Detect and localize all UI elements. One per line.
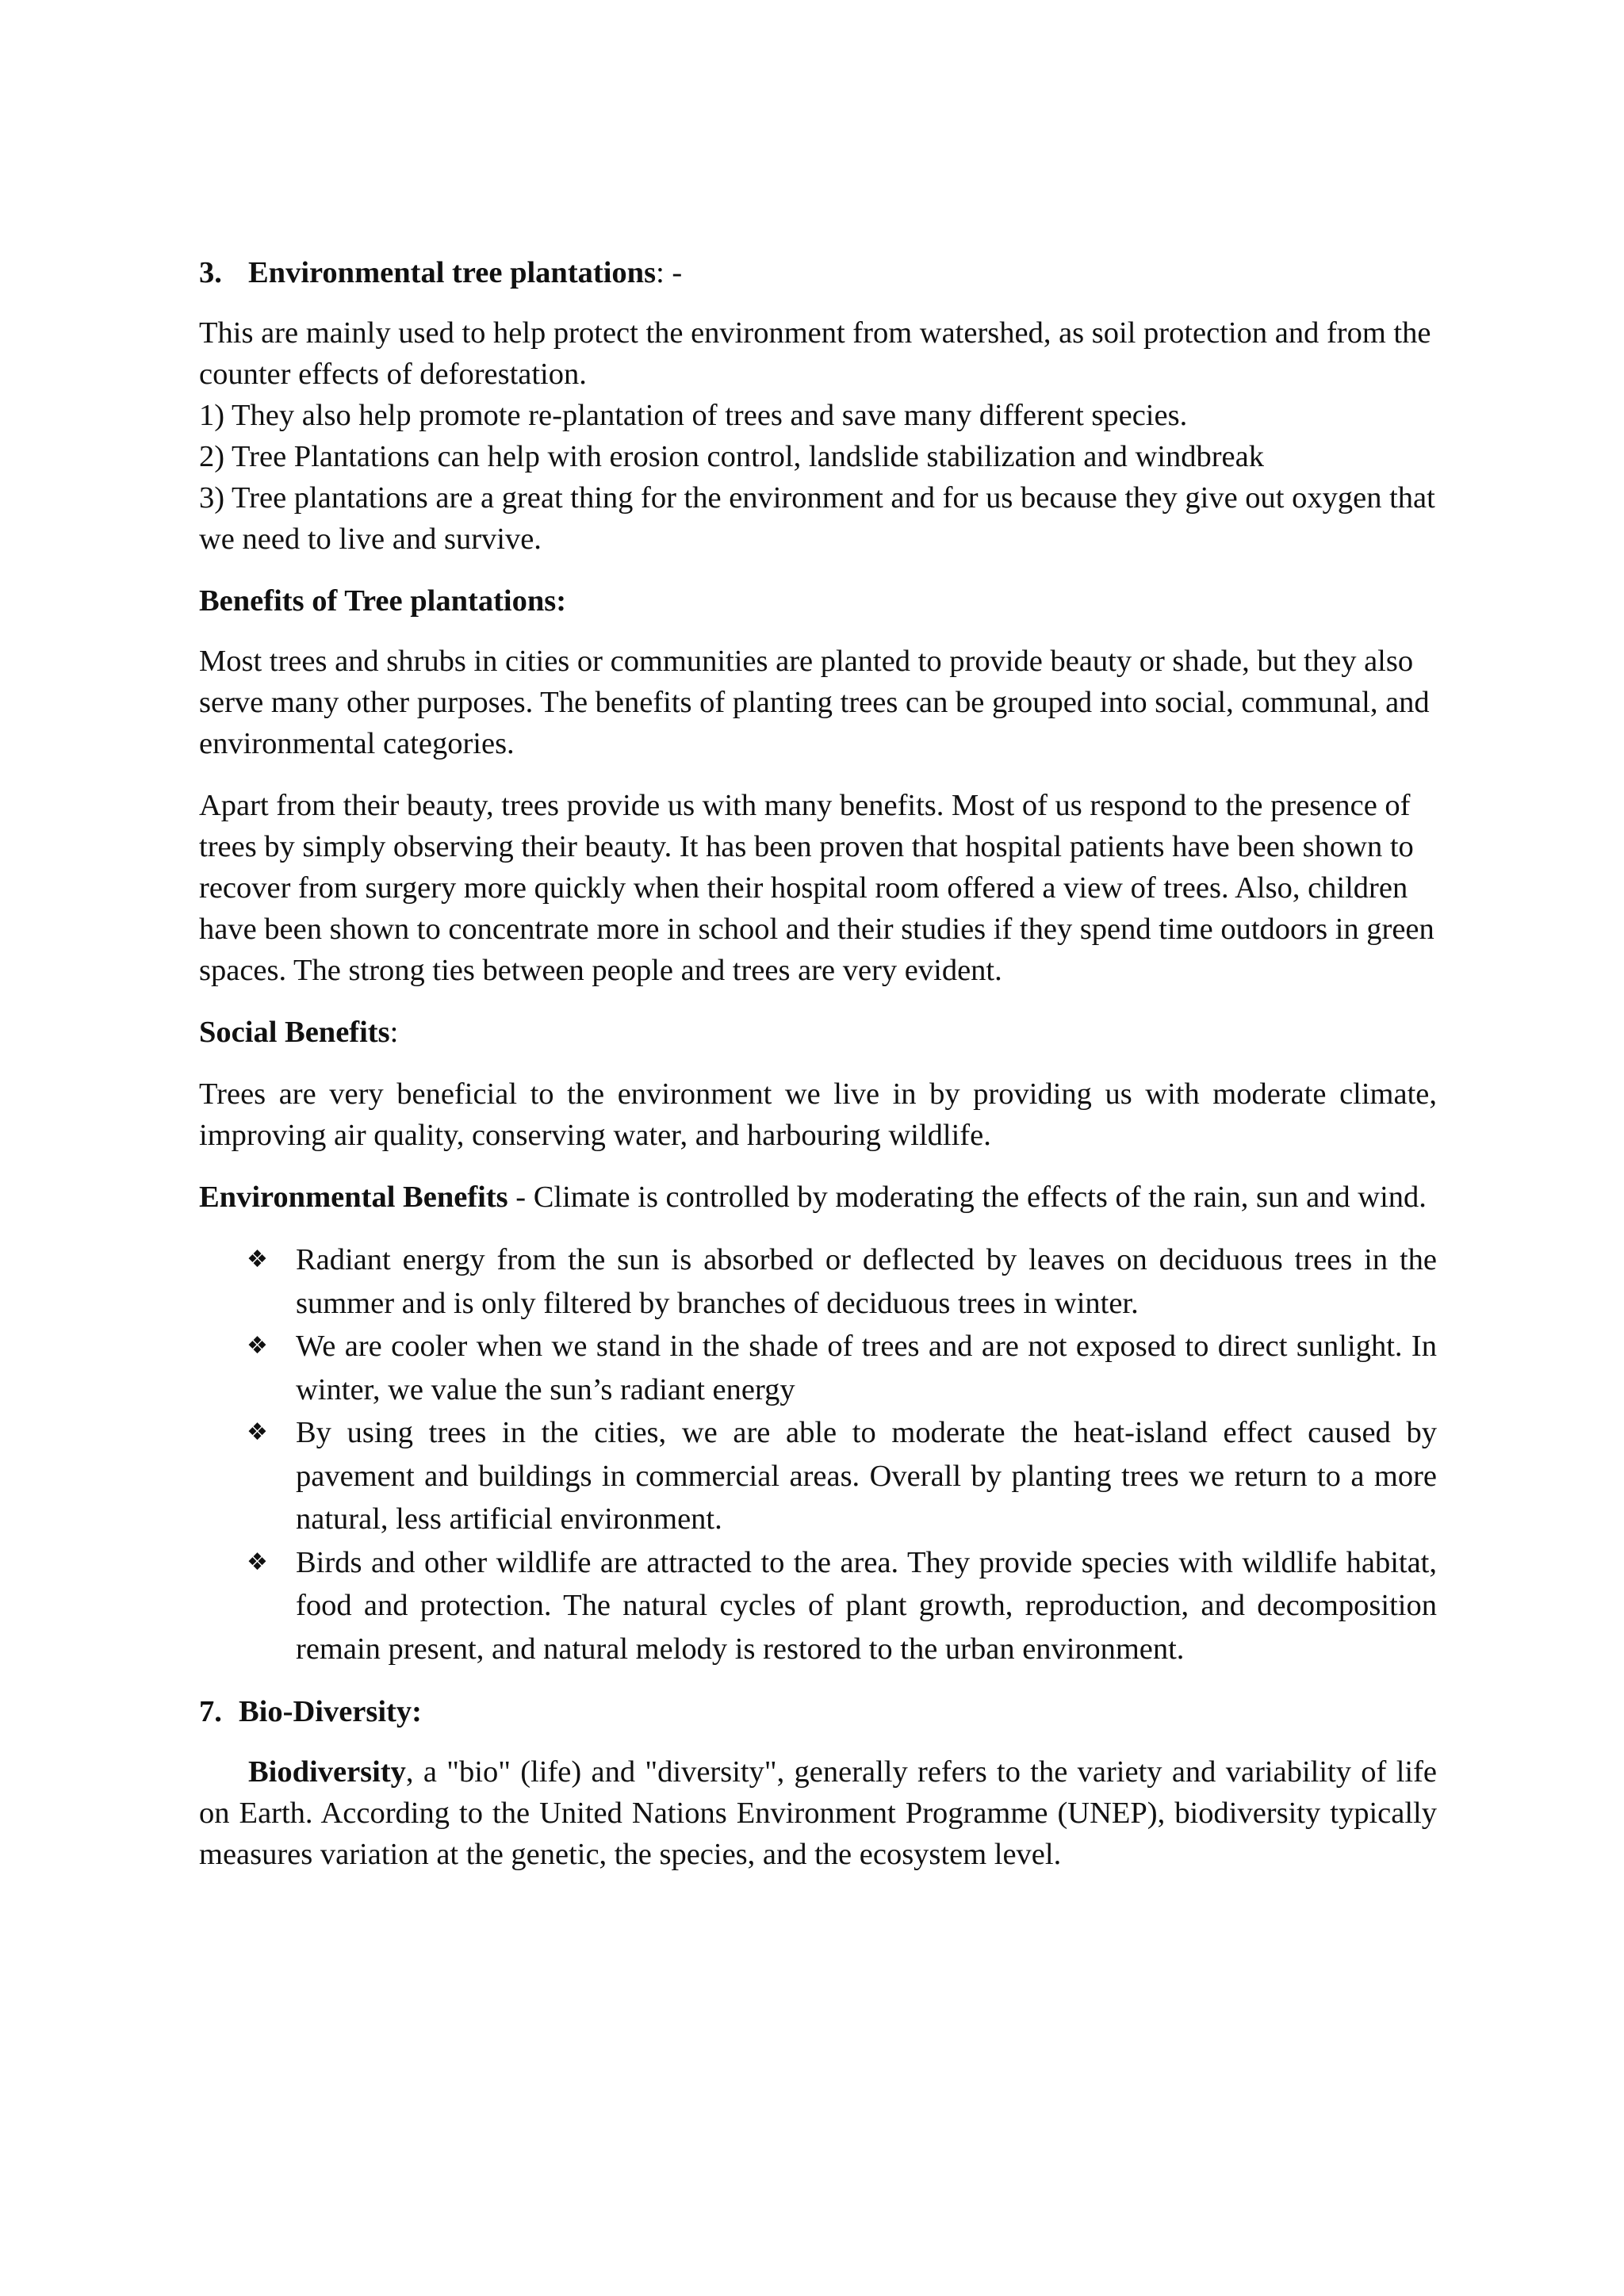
list-item-text: By using trees in the cities, we are able to moderate the heat-island effect caused by pavement and buildings in commercial areas. Overall by planting trees we return to a more natural, less artificial environment. xyxy=(296,1416,1437,1536)
environmental-benefits-title: Environmental Benefits xyxy=(199,1181,508,1214)
benefits-heading: Benefits of Tree plantations: xyxy=(199,584,567,618)
section-3-title: Environmental tree plantations xyxy=(248,256,657,289)
biodiversity-paragraph xyxy=(199,1751,1437,1875)
social-benefits-paragraph: Trees are very beneficial to the environment we live in by providing us with moderate climate, improving air quality, conserving water, and harbouring wildlife. xyxy=(199,1077,1437,1152)
social-benefits-suffix: : xyxy=(389,1016,399,1049)
benefits-paragraph-1: Most trees and shrubs in cities or communities are planted to provide beauty or shade, but they also serve many other purposes. The benefits of planting trees can be grouped into social, communal, and environmental categories. xyxy=(199,645,1430,760)
list-item-text: We are cooler when we stand in the shade of trees and are not exposed to direct sunlight. In winter, we value the sun’s radiant energy xyxy=(296,1330,1437,1406)
section-3-point: 1) They also help promote re-plantation of trees and save many different species. xyxy=(199,399,1188,432)
section-3-number: 3. xyxy=(199,256,222,289)
section-3-heading xyxy=(199,252,1437,293)
list-item xyxy=(199,1238,1437,1325)
section-3-point: 2) Tree Plantations can help with erosion control, landslide stabilization and windbreak xyxy=(199,440,1264,473)
list-item xyxy=(199,1411,1437,1541)
environmental-benefits-paragraph xyxy=(199,1177,1437,1218)
diamond-bullet-icon: ❖ xyxy=(247,1418,268,1446)
section-3-body xyxy=(199,312,1437,560)
list-item xyxy=(199,1325,1437,1411)
biodiversity-text: , a "bio" (life) and "diversity", generally refers to the variety and variability of life on Earth. According to the United Nations Environment Programme (UNEP), biodiversity typically measures variation at the genetic, the species, and the ecosystem level. xyxy=(199,1755,1437,1871)
biodiversity-term: Biodiversity xyxy=(248,1755,406,1789)
diamond-bullet-icon: ❖ xyxy=(247,1332,268,1360)
list-item-text: Birds and other wildlife are attracted to the area. They provide species with wildlife habitat, food and protection. The natural cycles of plant growth, reproduction, and decomposition remain present, and natural melody is restored to the urban environment. xyxy=(296,1545,1437,1666)
section-7-heading xyxy=(199,1691,1437,1732)
benefits-paragraph-2: Apart from their beauty, trees provide us with many benefits. Most of us respond to the presence of trees by simply observing their beauty. It has been proven that hospital patients have been shown to recover from surgery more quickly when their hospital room offered a view of trees. Also, children have been shown to concentrate more in school and their studies if they spend time outdoors in green spaces. The strong ties between people and trees are very evident. xyxy=(199,789,1434,987)
list-item-text: Radiant energy from the sun is absorbed or deflected by leaves on deciduous trees in the summer and is only filtered by branches of deciduous trees in winter. xyxy=(296,1243,1437,1320)
section-7-number: 7. xyxy=(199,1695,222,1728)
document-page xyxy=(199,252,1437,1896)
environmental-benefits-text: - Climate is controlled by moderating the effects of the rain, sun and wind. xyxy=(508,1181,1427,1214)
section-3-point: 3) Tree plantations are a great thing for the environment and for us because they give out oxygen that we need to live and survive. xyxy=(199,481,1435,556)
social-benefits-title: Social Benefits xyxy=(199,1016,390,1049)
section-3-title-suffix: : - xyxy=(656,256,683,289)
environmental-benefits-list xyxy=(199,1238,1437,1670)
section-3-intro: This are mainly used to help protect the environment from watershed, as soil protection and from the counter effects of deforestation. xyxy=(199,316,1431,391)
section-7-title: Bio-Diversity: xyxy=(239,1695,422,1728)
diamond-bullet-icon: ❖ xyxy=(247,1246,268,1273)
diamond-bullet-icon: ❖ xyxy=(247,1548,268,1576)
social-benefits-heading xyxy=(199,1012,1437,1053)
list-item xyxy=(199,1541,1437,1671)
